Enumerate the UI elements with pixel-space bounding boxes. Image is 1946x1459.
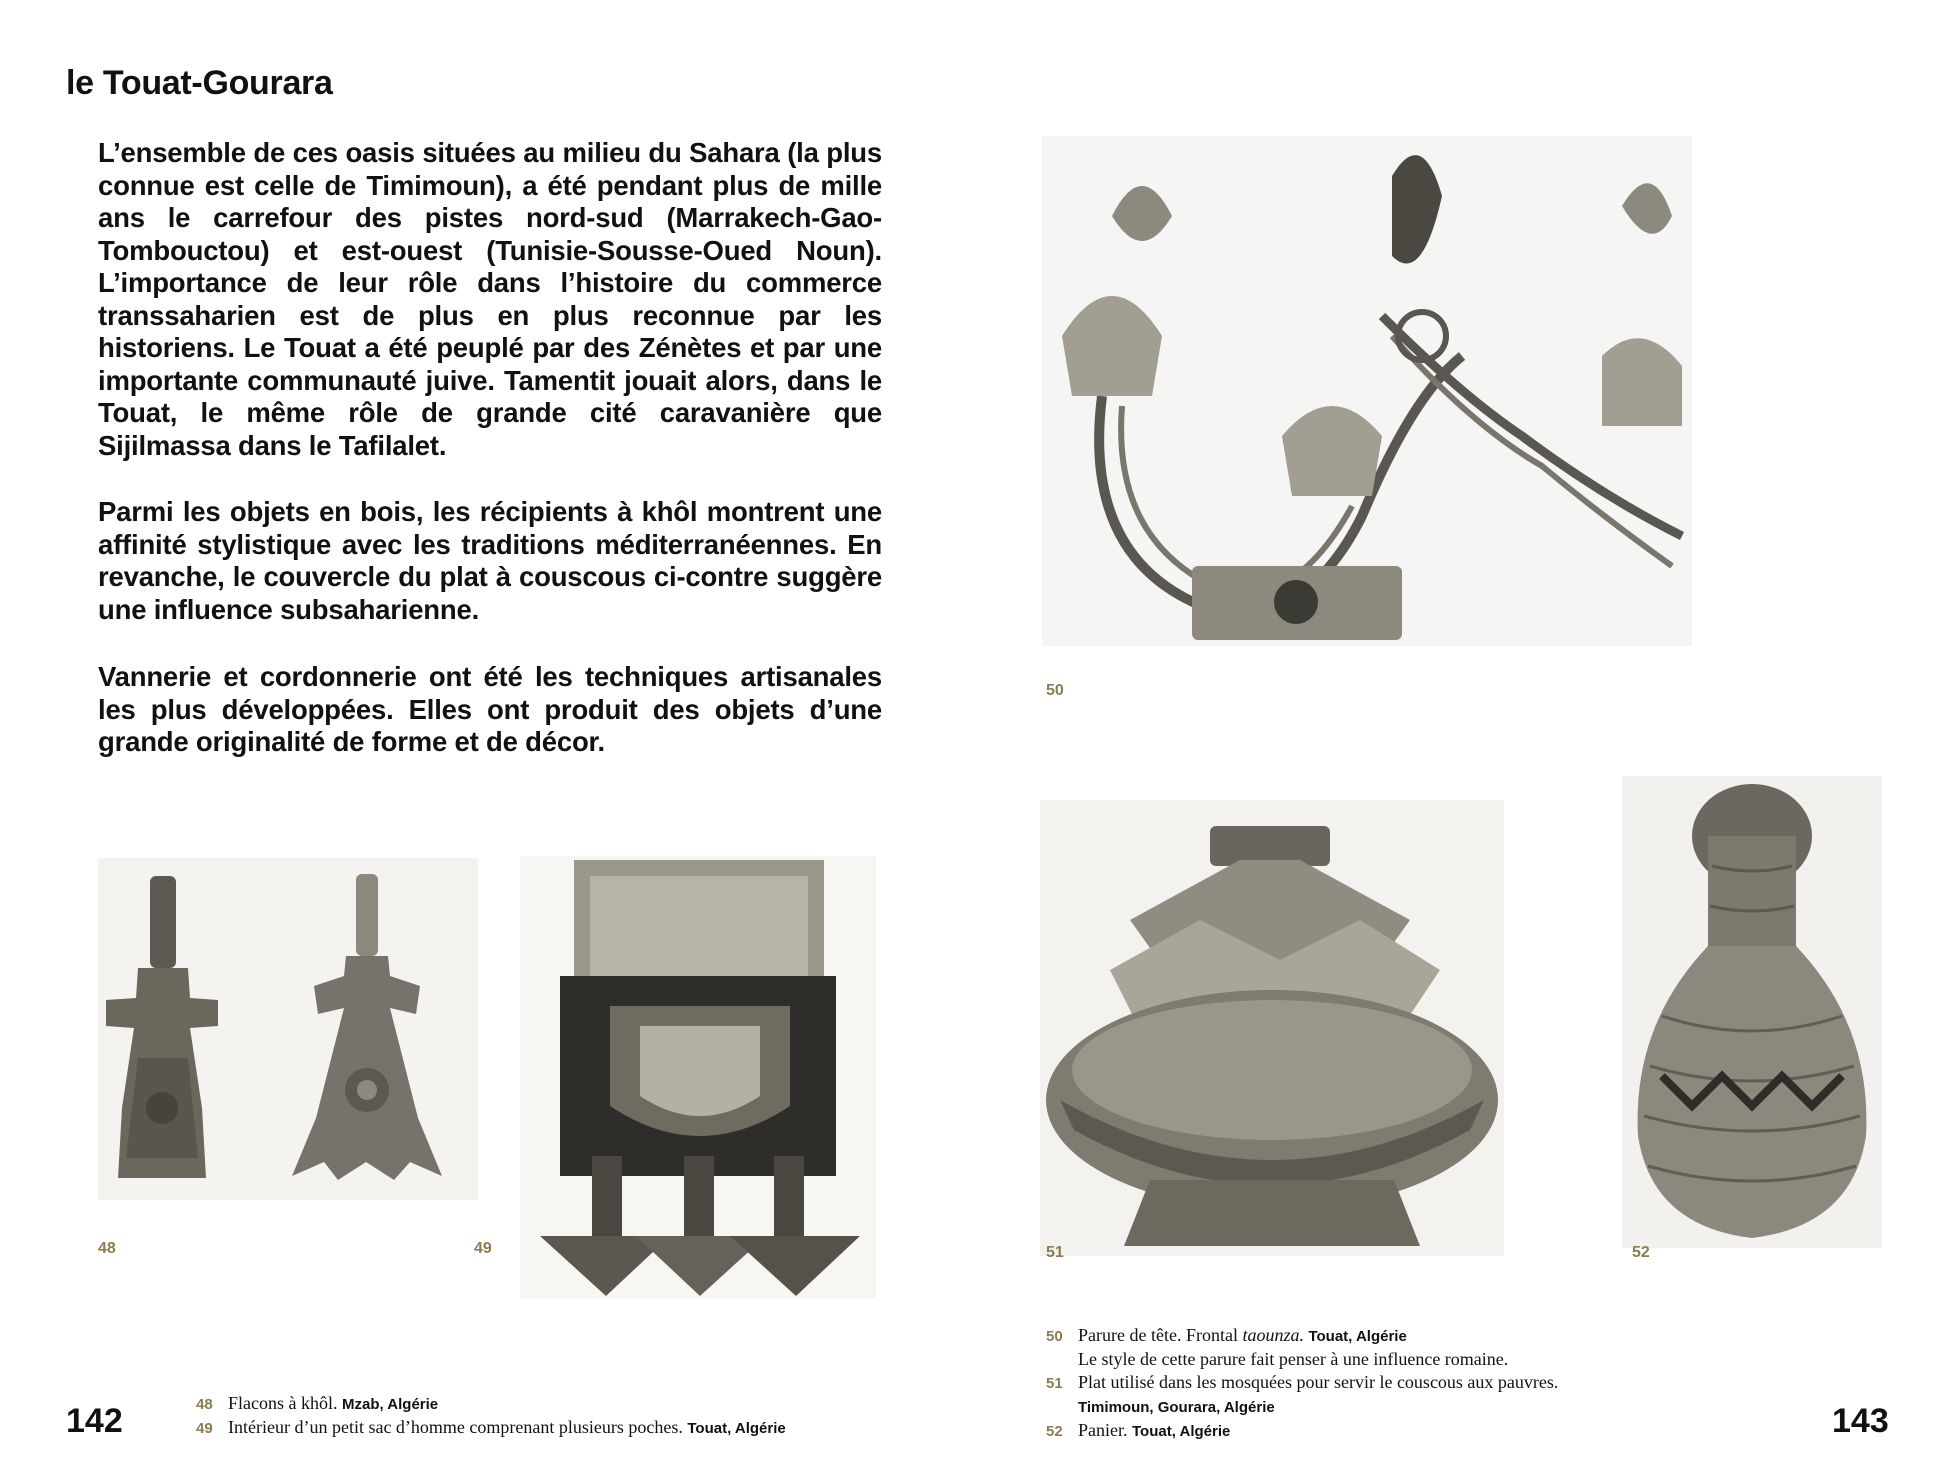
caption-location: Touat, Algérie bbox=[687, 1420, 786, 1437]
caption-text: Flacons à khôl. bbox=[228, 1393, 338, 1413]
body-paragraph-3: Vannerie et cordonnerie ont été les techniques artisanales les plus développées. Elles ont produit des objets d’une grande originalité de forme et de décor. bbox=[98, 661, 882, 757]
caption-location: Mzab, Algérie bbox=[342, 1396, 439, 1413]
figure-number-49: 49 bbox=[474, 1240, 492, 1257]
caption-50-note: Le style de cette parure fait penser à une influence romaine. bbox=[1078, 1349, 1509, 1369]
body-paragraph-1: L’ensemble de ces oasis situées au milieu du Sahara (la plus connue est celle de Timimoun), a été pendant plus de mille ans le carrefour des pistes nord-sud (Marrakech-Gao-Tombouctou) et est-ouest (Tunisie-Sousse-Oued Noun). L’importance de leur rôle dans l’histoire du commerce transsaharien est de plus en plus reconnue par les historiens. Le Touat a été peuplé par des Zénètes et par une importante communauté juive. Tamentit jouait alors, dans le Touat, le même rôle de grande cité caravanière que Sijilmassa dans le Tafilalet. bbox=[98, 137, 882, 461]
caption-number: 51 bbox=[1046, 1375, 1063, 1392]
caption-51 bbox=[1046, 1371, 1558, 1395]
figure-number-48: 48 bbox=[98, 1240, 116, 1257]
caption-number: 50 bbox=[1046, 1328, 1063, 1345]
caption-text: Panier. bbox=[1078, 1420, 1128, 1440]
caption-number: 49 bbox=[196, 1420, 213, 1437]
photo-head-ornament bbox=[1042, 136, 1692, 646]
caption-block-left bbox=[196, 1392, 786, 1440]
caption-48 bbox=[196, 1392, 786, 1416]
caption-text: Plat utilisé dans les mosquées pour servir le couscous aux pauvres. bbox=[1078, 1372, 1559, 1392]
figure-number-51: 51 bbox=[1046, 1244, 1064, 1261]
photo-khol-flasks bbox=[98, 858, 478, 1200]
body-paragraph-2: Parmi les objets en bois, les récipients à khôl montrent une affinité stylistique avec les traditions méditerranéennes. En revanche, le couvercle du plat à couscous ci-contre suggère une influence subsaharienne. bbox=[98, 496, 882, 625]
caption-location: Timimoun, Gourara, Algérie bbox=[1078, 1399, 1275, 1416]
photo-couscous-dish bbox=[1040, 800, 1504, 1256]
page-number-right: 143 bbox=[1832, 1402, 1889, 1440]
caption-49 bbox=[196, 1416, 786, 1440]
caption-text: Parure de tête. Frontal bbox=[1078, 1325, 1238, 1345]
caption-50 bbox=[1046, 1324, 1558, 1348]
caption-location: Touat, Algérie bbox=[1308, 1328, 1407, 1345]
section-title: le Touat-Gourara bbox=[66, 64, 333, 102]
figure-number-50: 50 bbox=[1046, 682, 1064, 699]
caption-51-location bbox=[1046, 1395, 1558, 1419]
caption-number: 48 bbox=[196, 1396, 213, 1413]
caption-block-right bbox=[1046, 1324, 1558, 1443]
caption-52 bbox=[1046, 1419, 1558, 1443]
caption-text: Intérieur d’un petit sac d’homme comprenant plusieurs poches. bbox=[228, 1417, 683, 1437]
page-number-left: 142 bbox=[66, 1402, 123, 1440]
figure-number-52: 52 bbox=[1632, 1244, 1650, 1261]
caption-number: 52 bbox=[1046, 1423, 1063, 1440]
photo-basket bbox=[1622, 776, 1882, 1248]
caption-location: Touat, Algérie bbox=[1132, 1423, 1231, 1440]
caption-term: taounza. bbox=[1242, 1325, 1304, 1345]
photo-mens-bag bbox=[520, 856, 876, 1298]
